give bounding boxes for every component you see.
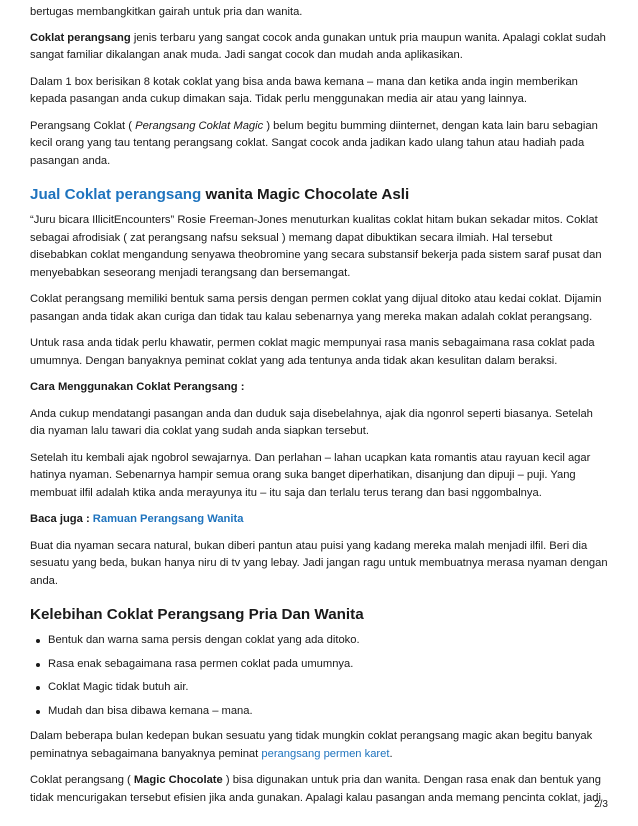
paragraph-kedepan: Dalam beberapa bulan kedepan bukan sesuatu yang tidak mungkin coklat perangsang magic akan begitu banyak peminatnya sebagaimana banyaknya peminat perangsang permen karet. bbox=[30, 730, 593, 760]
paragraph-bentuk: Coklat perangsang memiliki bentuk sama persis dengan permen coklat yang dijual ditoko atau kedai coklat. Dijamin pasangan anda tidak akan curiga dan tidak tau kalau sebenarnya yang mereka makan adalah coklat perangsang. bbox=[30, 293, 602, 323]
bold-term: Magic Chocolate bbox=[133, 774, 223, 786]
paragraph-magic: Perangsang Coklat ( Perangsang Coklat Magic ) belum begitu bumming diinternet, dengan kata lain baru sebagian kecil orang yang tau tentang perangsang coklat. Sangat cocok anda jadikan kado ulang tahun atau hadiah pada pasangan anda. bbox=[30, 119, 598, 167]
article-body bbox=[30, 0, 610, 816]
benefits-list bbox=[30, 632, 610, 720]
paragraph-nyaman: Buat dia nyaman secara natural, bukan diberi pantun atau puisi yang kadang mereka malah menjadi ilfil. Beri dia sesuatu yang beda, bukan hanya niru di tv yang lebay. Jadi jangan ragu untuk membuatnya merasa nyaman dengan anda. bbox=[30, 539, 608, 587]
baca-juga-link[interactable]: Ramuan Perangsang Wanita bbox=[92, 513, 244, 525]
list-item: Coklat Magic tidak butuh air. bbox=[48, 679, 610, 697]
paragraph-cara-1: Anda cukup mendatangi pasangan anda dan duduk saja disebelahnya, ajak dia ngonrol seperti biasanya. Setelah dia nyaman lalu tawari dia coklat yang sudah anda siapkan tersebut. bbox=[30, 407, 593, 437]
paragraph-intro: bertugas membangkitkan gairah untuk pria dan wanita. bbox=[30, 6, 303, 18]
list-item: Mudah dan bisa dibawa kemana – mana. bbox=[48, 703, 610, 721]
paragraph-box: Dalam 1 box berisikan 8 kotak coklat yang bisa anda bawa kemana – mana dan ketika anda ingin memberikan kepada pasangan anda cukup dimakan saja. Tidak perlu menggunakan media air atau yang lainnya. bbox=[30, 75, 578, 105]
permen-karet-link[interactable]: perangsang permen karet bbox=[261, 747, 390, 760]
bold-term: Coklat perangsang bbox=[30, 31, 131, 44]
subheading-cara: Cara Menggunakan Coklat Perangsang : bbox=[30, 381, 245, 393]
paragraph-magic-chocolate: Coklat perangsang ( Magic Chocolate ) bisa digunakan untuk pria dan wanita. Dengan rasa enak dan bentuk yang tidak mencurigakan tersebut efisien jika anda gunakan. Apalagi kalau pasangan anda memang pencinta coklat, jadi bbox=[30, 774, 601, 804]
paragraph-quote: “Juru bicara IllicitEncounters” Rosie Freeman-Jones menuturkan kualitas coklat hitam bukan sekadar mitos. Coklat sebagai afrodisiak ( zat perangsang nafsu seksual ) memang dapat dibuktikan secara ilmiah. Hal tersebut disebabkan coklat mengandung senyawa theobromine yang secara substansif bekerja pada sistem saraf pusat dan menyebabkan seseorang menjadi terangsang dan bersemangat. bbox=[30, 214, 602, 279]
page-number: 2/3 bbox=[594, 799, 608, 810]
baca-juga-label: Baca juga : bbox=[30, 513, 93, 525]
paragraph-coklat-perangsang: Coklat perangsang jenis terbaru yang sangat cocok anda gunakan untuk pria maupun wanita. Apalagi coklat sudah sangat familiar dikalangan anak muda. Jadi sangat cocok dan mudah anda aplikasikan. bbox=[30, 31, 606, 61]
italic-term: Perangsang Coklat Magic bbox=[135, 119, 264, 132]
paragraph-cara-2: Setelah itu kembali ajak ngobrol sewajarnya. Dan perlahan – lahan ucapkan kata romantis atau rayuan kecil agar hatinya nyaman. Sebenarnya hampir semua orang suka banget diperhatikan, disanjung dan dipuji – puji. Yang membuat ilfil adalah ktika anda merayunya itu – itu saja dan terlalu terus terang dan basi nggombalnya. bbox=[30, 451, 591, 499]
section-heading-jual: Jual Coklat perangsang wanita Magic Chocolate Asli bbox=[30, 186, 410, 203]
heading-link[interactable]: Jual Coklat perangsang bbox=[30, 186, 202, 203]
baca-juga bbox=[30, 511, 610, 529]
section-heading-kelebihan: Kelebihan Coklat Perangsang Pria Dan Wanita bbox=[30, 606, 364, 623]
paragraph-rasa: Untuk rasa anda tidak perlu khawatir, permen coklat magic mempunyai rasa manis sebagaimana rasa coklat pada umumnya. Dengan banyaknya peminat coklat yang ada tentunya anda tidak akan kesulitan dalam beraksi. bbox=[30, 337, 595, 367]
list-item: Rasa enak sebagaimana rasa permen coklat pada umumnya. bbox=[48, 656, 610, 674]
list-item: Bentuk dan warna sama persis dengan coklat yang ada ditoko. bbox=[48, 632, 610, 650]
